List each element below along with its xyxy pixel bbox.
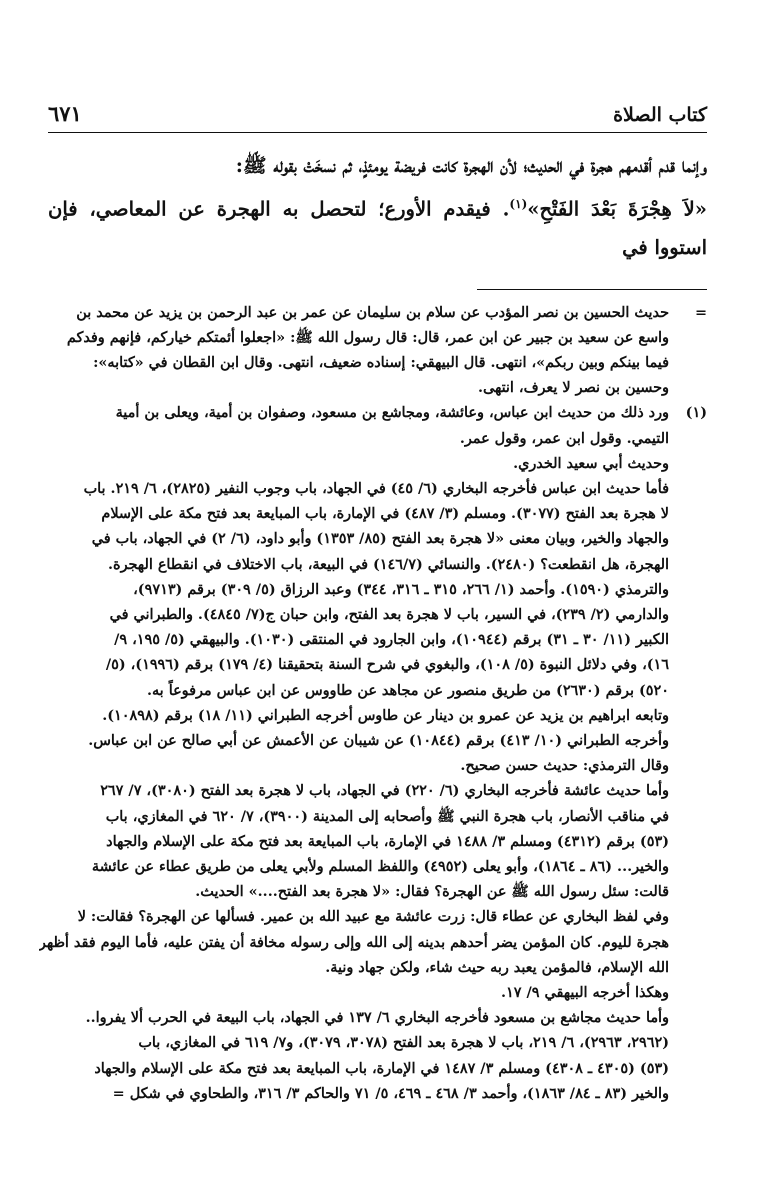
footnote-line: وهكذا أخرجه البيهقي ٩/ ١٧. (501, 983, 669, 1001)
footnote-line: والترمذي (١٥٩٠). وأحمد (١/ ٢٦٦، ٣١٥ ـ ٣١٦، ٣٤٤) وعبد الرزاق (٥/ ٣٠٩) برقم (٩٧١٣)، (133, 580, 669, 598)
footnote-line: فأما حديث ابن عباس فأخرجه البخاري (٦/ ٤٥) في الجهاد، باب وجوب النفير (٢٨٢٥)، ٦/ ٢١٩. باب (83, 479, 669, 497)
footnote-line: وقال الترمذي: حديث حسن صحيح. (460, 757, 669, 775)
footnote-line: الكبير (١١/ ٣٠ ـ ٣١) برقم (١٠٩٤٤)، وابن الجارود في المنتقى (١٠٣٠). والبيهقي (٥/ ١٩٥، ٩/ (114, 631, 669, 649)
footnote-line: وأما حديث عائشة فأخرجه البخاري (٦/ ٢٢٠) في الجهاد، باب لا هجرة بعد الفتح (٣٠٨٠)، ٧/ ٢٦٧ (100, 782, 669, 800)
footnote-line: والخير... (٨٦ ـ ١٨٦٤)، وأبو يعلى (٤٩٥٢) واللفظ المسلم ولأبي يعلى من طريق عطاء عن عائشة (91, 857, 669, 875)
hadith-quote: «لاَ هِجْرَةَ بَعْدَ الفَتْحِ» (527, 197, 707, 221)
footnote-line: وأما حديث مجاشع بن مسعود فأخرجه البخاري ٦/ ١٣٧ في الجهاد، باب البيعة في الحرب ألا يفروا.. (85, 1009, 669, 1027)
main-text-line (48, 185, 707, 267)
footnote-line: ١٦)، وفي دلائل النبوة (٥/ ١٠٨)، والبغوي في شرح السنة بتحقيقنا (٤/ ١٧٩) برقم (١٩٩٦)، (٥/ (105, 656, 669, 674)
footnote-reference[interactable]: (١) (509, 197, 528, 211)
chapter-title: كتاب الصلاة (613, 104, 707, 126)
footnote-number: (١) (685, 404, 707, 422)
footnote-line: والجهاد والخير، وبيان معنى «لا هجرة بعد الفتح (٨٥/ ١٣٥٣) وأبو داود، (٦/ ٢) في الجهاد، باب في (91, 530, 669, 548)
footnote-continued-body (48, 300, 669, 401)
footnote-line: في مناقب الأنصار، باب هجرة النبي ﷺ وأصحابه إلى المدينة (٣٩٠٠)، ٧/ ٦٢٠ في المغازي، باب (105, 807, 669, 825)
footnote-line: (٥٣) (٤٣٠٥ ـ ٤٣٠٨) ومسلم ٣/ ١٤٨٧ في الإمارة، باب المبايعة بعد فتح مكة على الإسلام والجهاد (94, 1059, 669, 1077)
footnote-line: هجرة لليوم. كان المؤمن يضر أحدهم بدينه إلى الله وإلى رسوله مخافة أن يفتن عليه، فأما اليوم فقد أظهر (38, 933, 669, 951)
footnote-continued (48, 300, 707, 401)
footnote-divider (477, 289, 707, 290)
footnote-line: قالت: سئل رسول الله ﷺ عن الهجرة؟ فقال: «لا هجرة بعد الفتح....» الحديث. (195, 883, 669, 901)
footnote-line: الهجرة، هل انقطعت؟ (٢٤٨٠). والنسائي (١٤٦/٧) في البيعة، باب الاختلاف في انقطاع الهجرة. (108, 555, 669, 573)
page-number: ٦٧١ (48, 101, 82, 126)
footnote-line: (٥٣) برقم (٤٣١٢) ومسلم ٣/ ١٤٨٨ في الإمارة، باب المبايعة بعد فتح مكة على الإسلام والجهاد (106, 832, 669, 850)
footnote-line: ٥٢٠) برقم (٢٦٣٠) من طريق منصور عن مجاهد عن طاووس عن ابن عباس مرفوعاً به. (146, 681, 669, 699)
footnote-line: وحسين بن نصر لا يعرف، انتهى. (477, 379, 669, 397)
footnote-line: التيمي. وقول ابن عمر، وقول عمر. (459, 429, 669, 447)
footnote-line: والخير (٨٣ ـ ٨٤/ ١٨٦٣)، وأحمد ٣/ ٤٦٨ ـ ٤٦٩، ٥/ ٧١ والحاكم ٣/ ٣١٦، والطحاوي في شكل = (112, 1084, 669, 1102)
footnote-line: ورد ذلك من حديث ابن عباس، وعائشة، ومجاشع بن مسعود، وصفوان بن أمية، ويعلى بن أمية (115, 404, 669, 422)
footnote-1 (38, 400, 707, 1106)
footnotes (38, 300, 707, 1107)
footnote-1-body (39, 400, 669, 1106)
footnote-line: حديث الحسين بن نصر المؤدب عن سلام بن سليمان عن عمر بن عبد الرحمن بن يزيد عن محمد بن (76, 303, 669, 321)
footnote-line: وفي لفظ البخاري عن عطاء قال: زرت عائشة مع عبيد الله بن عمير. فسألها عن الهجرة؟ فقالت: لا (77, 908, 669, 926)
footnote-line: والدارمي (٢/ ٢٣٩)، في السير، باب لا هجرة بعد الفتح، وابن حبان ج(٧/ ٤٨٤٥). والطبراني في (109, 605, 669, 623)
footnote-line: وتابعه ابراهيم بن يزيد عن عمرو بن دينار عن طاوس أخرجه الطبراني (١١/ ١٨) برقم (١٠٨٩٨). (102, 706, 669, 724)
footnote-line: فيما بينكم وبين ربكم»، انتهى. قال البيهقي: إسناده ضعيف، انتهى. وقال ابن القطان في «كتابه»: (93, 353, 669, 371)
footnote-line: الله الإسلام، فالمؤمن يعبد ربه حيث شاء، ولكن جهاد ونية. (325, 958, 669, 976)
main-text-continuation: . فيقدم الأورع؛ لتحصل به الهجرة عن المعاصي، فإن استووا في (48, 197, 707, 259)
header-divider (48, 132, 707, 133)
footnote-line: (٢٩٦٢، ٢٩٦٣)، ٦/ ٢١٩، باب لا هجرة بعد الفتح (٣٠٧٨، ٣٠٧٩)، و٧/ ٦١٩ في المغازي، باب (138, 1034, 669, 1052)
main-text-line: وإنما قدم أقدمهم هجرة في الحديث؛ لأن الهجرة كانت فريضة يومئذٍ، ثم نسخَتْ بقوله ﷺ: (235, 154, 707, 177)
main-text (48, 147, 707, 267)
footnote-line: وأخرجه الطبراني (١٠/ ٤١٣) برقم (١٠٨٤٤) عن شيبان عن الأعمش عن أبي صالح عن ابن عباس. (88, 731, 669, 749)
footnote-line: واسع عن سعيد بن جبير عن ابن عمر، قال: قال رسول الله ﷺ: «اجعلوا أئمتكم خياركم، فإنهم وفدكم (66, 328, 669, 346)
footnote-line: لا هجرة بعد الفتح (٣٠٧٧). ومسلم (٣/ ٤٨٧) في الإمارة، باب المبايعة بعد فتح مكة على الإسلام (101, 505, 669, 523)
footnote-line: وحديث أبي سعيد الخدري. (513, 454, 669, 472)
footnote-continuation-mark: = (694, 303, 707, 321)
page-header (48, 96, 707, 126)
